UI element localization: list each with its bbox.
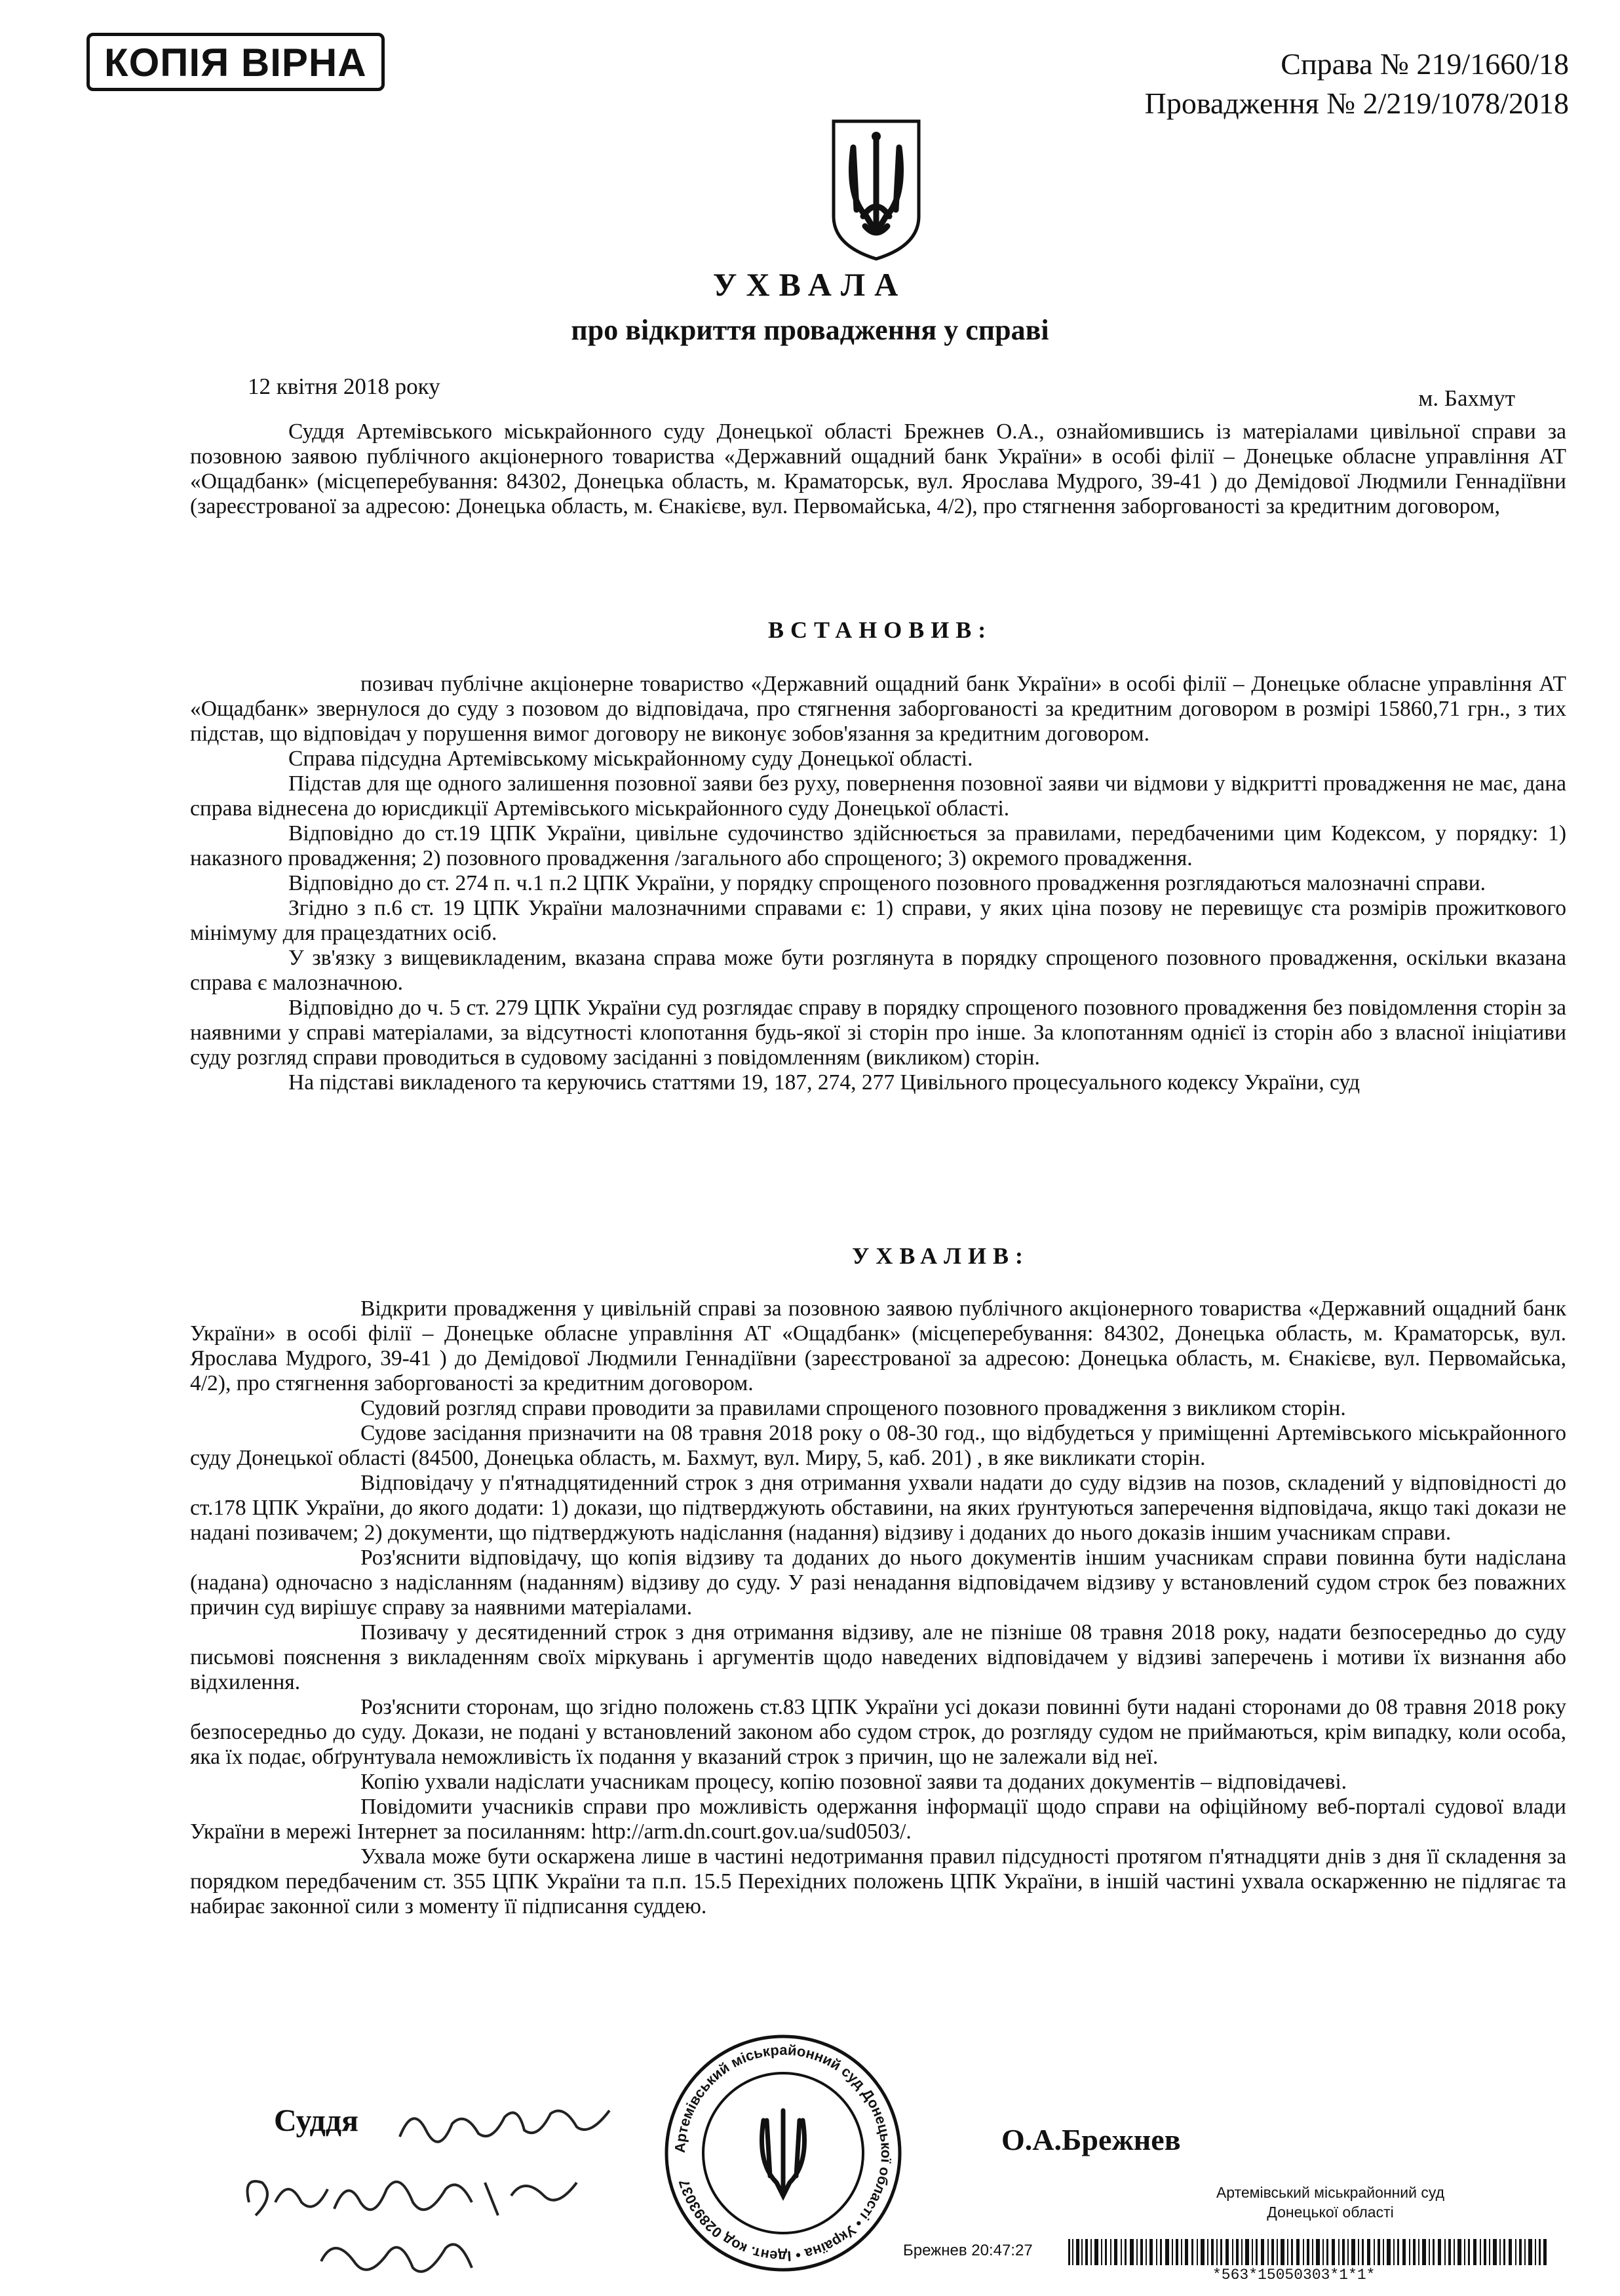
- ruled-paragraph: Повідомити учасників справи про можливість одержання інформації щодо справи на офіційному веб-порталі судової влади України в мережі Інтернет за посиланням: http://arm.dn.court.gov.ua/sud0503/.: [190, 1795, 1566, 1844]
- footer-court-line: Артемівський міськрайонний суд: [1216, 2184, 1445, 2201]
- established-paragraph: У зв'язку з вищевикладеним, вказана справа може бути розглянута в порядку спрощеного позовного провадження, оскільки вказана справа є малозначною.: [190, 946, 1566, 995]
- print-info: Брежнев 20:47:27: [903, 2242, 1033, 2259]
- seal-ring-text: Артемівський міськрайонний суд Донецької області • Україна • Ідент. код 02893037: [671, 2041, 895, 2265]
- case-numbers: [1145, 45, 1569, 123]
- handwritten-copy-note: [236, 2163, 603, 2294]
- ruled-paragraph: Відповідачу у п'ятнадцятиденний строк з дня отримання ухвали надати до суду відзив на позов, складений у відповідності до ст.178 ЦПК України, до якого додати: 1) докази, що підтверджують обставини, на яких ґрунтуються заперечення відповідача, якщо такі докази не надані позивачем; 2) документи, що підтверджують надіслання (надання) відзиву і доданих до нього доказів іншим учасникам справи.: [190, 1471, 1566, 1545]
- ruled-paragraph: Судове засідання призначити на 08 травня 2018 року о 08-30 год., що відбудеться у приміщенні Артемівського міськрайонного суду Донецької області (84500, Донецька область, м. Бахмут, вул. Миру, 5, каб. 201) , в яке викликати сторін.: [190, 1421, 1566, 1470]
- established-paragraph: Відповідно до ст.19 ЦПК України, цивільне судочинство здійснюється за правилами, передбаченими цим Кодексом, у порядку: 1) наказного провадження; 2) позовного провадження /загального або спрощеного; 3) окремого провадження.: [190, 821, 1566, 870]
- judge-signature: [393, 2091, 629, 2156]
- judge-name: О.А.Брежнев: [1001, 2123, 1181, 2156]
- established-paragraph: позивач публічне акціонерне товариство «Державний ощадний банк України» в особі філії – Донецьке обласне управління АТ «Ощадбанк» звернулося до суду з позовом до відповідача, про стягнення заборгованості за кредитним договором в розмірі 15860,71 грн., з тих підстав, що відповідач у порушення вимог договору не виконує зобов'язання за кредитним договором.: [190, 672, 1566, 746]
- trident-coat-of-arms-icon: [827, 118, 925, 262]
- footer-court-line: Донецької області: [1267, 2204, 1394, 2221]
- ruled-heading: УХВАЛИВ:: [852, 1243, 1030, 1269]
- judge-label: Суддя: [274, 2103, 358, 2138]
- ruled-paragraph: Копію ухвали надіслати учасникам процесу, копію позовної заяви та доданих документів – відповідачеві.: [360, 1770, 1347, 1794]
- document-title: УХВАЛА: [712, 266, 908, 303]
- document-subtitle: про відкриття провадження у справі: [571, 314, 1049, 346]
- established-paragraph: Відповідно до ст. 274 п. ч.1 п.2 ЦПК України, у порядку спрощеного позовного провадження розглядаються малозначні справи.: [288, 871, 1486, 895]
- proceeding-number: Провадження № 2/219/1078/2018: [1144, 87, 1569, 120]
- established-heading: ВСТАНОВИВ:: [768, 617, 993, 643]
- barcode: [1068, 2239, 1547, 2265]
- ruled-paragraph: Ухвала може бути оскаржена лише в частині недотримання правил підсудності протягом п'ятнадцяти днів з дня її складення за порядком передбаченим ст. 355 ЦПК України та п.п. 15.5 Перехідних положень ЦПК України, в іншій частині ухвала оскарженню не підлягає та набирає законної сили з моменту її підписання суддею.: [190, 1844, 1566, 1918]
- ruled-paragraph: Судовий розгляд справи проводити за правилами спрощеного позовного провадження з викликом сторін.: [360, 1396, 1346, 1420]
- established-paragraph: Відповідно до ч. 5 ст. 279 ЦПК України суд розглядає справу в порядку спрощеного позовного провадження без повідомлення сторін за наявними у справі матеріалами, за відсутності клопотання будь-якої зі сторін про інше. За клопотанням однієї із сторін або з власної ініціативи суду розгляд справи проводиться в судовому засіданні з повідомленням (викликом) сторін.: [190, 996, 1566, 1070]
- ruled-paragraph: Роз'яснити сторонам, що згідно положень ст.83 ЦПК України усі докази повинні бути надані сторонами до 08 травня 2018 року безпосередньо до суду. Докази, не подані у встановлений законом або судом строк, до розгляду судом не приймаються, крім випадку, коли особа, яка їх подає, обґрунтувала неможливість їх подання у вказаний строк з причин, що не залежали від неї.: [190, 1695, 1566, 1769]
- court-seal: [662, 2032, 904, 2274]
- established-section: [190, 672, 1566, 1095]
- established-paragraph: Згідно з п.6 ст. 19 ЦПК України малозначними справами є: 1) справи, у яких ціна позову не перевищує ста розмірів прожиткового мінімуму для працездатних осіб.: [190, 896, 1566, 945]
- intro-section: [190, 419, 1566, 519]
- ruled-paragraph: Відкрити провадження у цивільній справі за позовною заявою публічного акціонерного товариства «Державний ощадний банк України» в особі філії – Донецьке обласне управління АТ «Ощадбанк» (місцеперебування: 84302, Донецька область, м. Краматорськ, вул. Ярослава Мудрого, 39-41 ) до Демідової Людмили Геннадіївни (зареєстрованої за адресою: Донецька область, м. Єнакієве, вул. Первомайська, 4/2), про стягнення заборгованості за кредитним договором.: [190, 1296, 1566, 1395]
- document-date: 12 квітня 2018 року: [248, 374, 440, 399]
- established-paragraph: Підстав для ще одного залишення позовної заяви без руху, повернення позовної заяви чи відмови у відкритті провадження не має, дана справа віднесена до юрисдикції Артемівського міськрайонного суду Донецької області.: [190, 771, 1566, 821]
- intro-paragraph: Суддя Артемівського міськрайонного суду Донецької області Брежнев О.А., ознайомившись із матеріалами цивільної справи за позовною заявою публічного акціонерного товариства «Державний ощадний банк України» в особі філії – Донецьке обласне управління АТ «Ощадбанк» (місцеперебування: 84302, Донецька область, м. Краматорськ, вул. Ярослава Мудрого, 39-41 ) до Демідової Людмили Геннадіївни (зареєстрованої за адресою: Донецька область, м. Єнакієве, вул. Первомайська, 4/2), про стягнення заборгованості за кредитним договором,: [190, 419, 1566, 518]
- established-paragraph: Справа підсудна Артемівському міськрайонному суду Донецької області.: [288, 747, 973, 771]
- ruled-paragraph: Позивачу у десятиденний строк з дня отримання відзиву, але не пізніше 08 травня 2018 року, надати безпосередньо до суду письмові пояснення з викладенням своїх міркувань і аргументів щодо наведених відповідачем у відзиві заперечень і мотиви їх визнання або відхилення.: [190, 1620, 1566, 1694]
- ruled-paragraph: Роз'яснити відповідачу, що копія відзиву та доданих до нього документів іншим учасникам справи повинна бути надіслана (надана) одночасно з надісланням (наданням) відзиву до суду. У разі ненадання відповідачем відзиву у встановлений судом строк без поважних причин суд вирішує справу за наявними матеріалами.: [190, 1546, 1566, 1620]
- copy-certified-stamp: КОПІЯ ВІРНА: [87, 33, 385, 91]
- case-number: Справа № 219/1660/18: [1281, 47, 1569, 81]
- barcode-text: *563*15050303*1*1*: [1212, 2267, 1376, 2284]
- ruled-section: [190, 1296, 1566, 1919]
- established-paragraph: На підставі викладеного та керуючись статтями 19, 187, 274, 277 Цивільного процесуального кодексу України, суд: [288, 1070, 1360, 1095]
- footer-court: [1167, 2183, 1494, 2222]
- document-city: м. Бахмут: [1418, 385, 1515, 411]
